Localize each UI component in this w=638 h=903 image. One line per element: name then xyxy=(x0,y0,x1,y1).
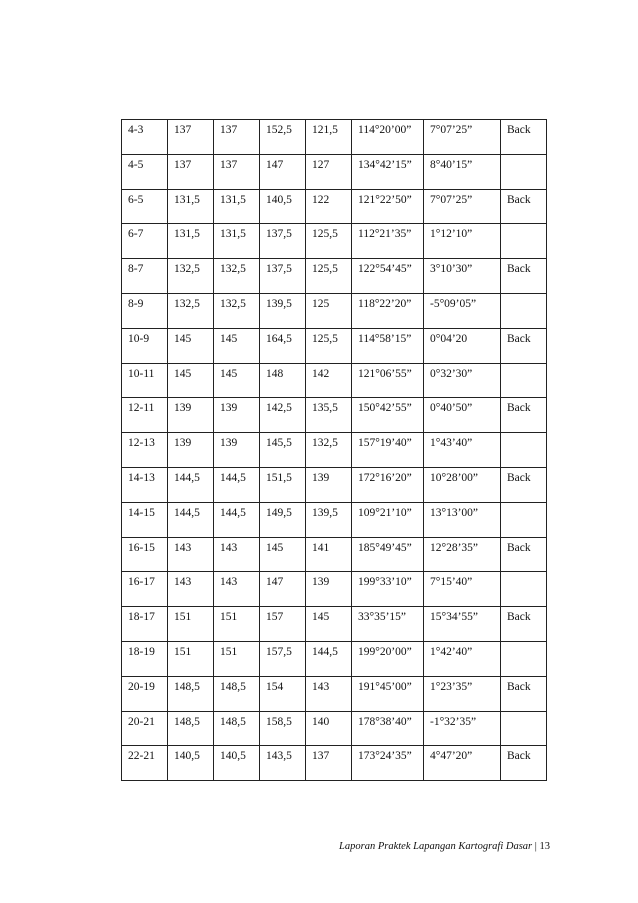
horizontal-angle-cell: 178°38’40” xyxy=(352,711,424,746)
table-row xyxy=(122,467,547,502)
station-cell: 18-19 xyxy=(122,641,168,676)
col5-cell: 135,5 xyxy=(306,398,352,433)
table-row xyxy=(122,641,547,676)
station-cell: 14-13 xyxy=(122,467,168,502)
col2-cell: 148,5 xyxy=(168,711,214,746)
table-row xyxy=(122,154,547,189)
col2-cell: 143 xyxy=(168,572,214,607)
col4-cell: 164,5 xyxy=(260,328,306,363)
col5-cell: 132,5 xyxy=(306,433,352,468)
table-row xyxy=(122,537,547,572)
col5-cell: 142 xyxy=(306,363,352,398)
col5-cell: 144,5 xyxy=(306,641,352,676)
note-cell: Back xyxy=(501,467,547,502)
station-cell: 22-21 xyxy=(122,746,168,781)
horizontal-angle-cell: 121°06’55” xyxy=(352,363,424,398)
station-cell: 6-5 xyxy=(122,189,168,224)
table-row xyxy=(122,398,547,433)
note-cell: Back xyxy=(501,398,547,433)
col4-cell: 143,5 xyxy=(260,746,306,781)
table-row xyxy=(122,572,547,607)
note-cell xyxy=(501,433,547,468)
note-cell: Back xyxy=(501,537,547,572)
col3-cell: 145 xyxy=(214,328,260,363)
station-cell: 8-7 xyxy=(122,259,168,294)
col2-cell: 140,5 xyxy=(168,746,214,781)
horizontal-angle-cell: 118°22’20” xyxy=(352,293,424,328)
col4-cell: 157,5 xyxy=(260,641,306,676)
col4-cell: 151,5 xyxy=(260,467,306,502)
vertical-angle-cell: 4°47’20” xyxy=(424,746,501,781)
col3-cell: 151 xyxy=(214,641,260,676)
col2-cell: 145 xyxy=(168,363,214,398)
col2-cell: 137 xyxy=(168,120,214,155)
table-row xyxy=(122,502,547,537)
note-cell xyxy=(501,224,547,259)
note-cell: Back xyxy=(501,189,547,224)
horizontal-angle-cell: 33°35’15” xyxy=(352,607,424,642)
col4-cell: 148 xyxy=(260,363,306,398)
col4-cell: 142,5 xyxy=(260,398,306,433)
col5-cell: 145 xyxy=(306,607,352,642)
col5-cell: 137 xyxy=(306,746,352,781)
vertical-angle-cell: 0°04’20 xyxy=(424,328,501,363)
col4-cell: 140,5 xyxy=(260,189,306,224)
table-row xyxy=(122,189,547,224)
station-cell: 6-7 xyxy=(122,224,168,259)
station-cell: 20-21 xyxy=(122,711,168,746)
note-cell: Back xyxy=(501,120,547,155)
page-footer xyxy=(339,841,550,852)
col3-cell: 139 xyxy=(214,398,260,433)
vertical-angle-cell: 1°43’40” xyxy=(424,433,501,468)
col3-cell: 145 xyxy=(214,363,260,398)
station-cell: 14-15 xyxy=(122,502,168,537)
col2-cell: 132,5 xyxy=(168,293,214,328)
col3-cell: 131,5 xyxy=(214,224,260,259)
station-cell: 20-19 xyxy=(122,676,168,711)
station-cell: 16-17 xyxy=(122,572,168,607)
horizontal-angle-cell: 114°20’00” xyxy=(352,120,424,155)
col3-cell: 132,5 xyxy=(214,259,260,294)
note-cell xyxy=(501,711,547,746)
table-row xyxy=(122,433,547,468)
station-cell: 12-13 xyxy=(122,433,168,468)
table-body xyxy=(122,120,547,781)
note-cell: Back xyxy=(501,328,547,363)
col5-cell: 122 xyxy=(306,189,352,224)
col3-cell: 139 xyxy=(214,433,260,468)
note-cell: Back xyxy=(501,607,547,642)
horizontal-angle-cell: 112°21’35” xyxy=(352,224,424,259)
col5-cell: 139 xyxy=(306,467,352,502)
col4-cell: 147 xyxy=(260,154,306,189)
col5-cell: 125 xyxy=(306,293,352,328)
col3-cell: 144,5 xyxy=(214,502,260,537)
col4-cell: 149,5 xyxy=(260,502,306,537)
col2-cell: 132,5 xyxy=(168,259,214,294)
horizontal-angle-cell: 150°42’55” xyxy=(352,398,424,433)
col5-cell: 143 xyxy=(306,676,352,711)
note-cell xyxy=(501,572,547,607)
horizontal-angle-cell: 172°16’20” xyxy=(352,467,424,502)
col4-cell: 152,5 xyxy=(260,120,306,155)
col5-cell: 141 xyxy=(306,537,352,572)
col2-cell: 145 xyxy=(168,328,214,363)
station-cell: 8-9 xyxy=(122,293,168,328)
table-row xyxy=(122,746,547,781)
note-cell xyxy=(501,363,547,398)
col2-cell: 151 xyxy=(168,641,214,676)
col2-cell: 144,5 xyxy=(168,467,214,502)
col3-cell: 137 xyxy=(214,120,260,155)
col4-cell: 154 xyxy=(260,676,306,711)
col3-cell: 131,5 xyxy=(214,189,260,224)
vertical-angle-cell: 12°28’35” xyxy=(424,537,501,572)
table-row xyxy=(122,676,547,711)
vertical-angle-cell: -5°09’05” xyxy=(424,293,501,328)
col4-cell: 139,5 xyxy=(260,293,306,328)
horizontal-angle-cell: 134°42’15” xyxy=(352,154,424,189)
col5-cell: 125,5 xyxy=(306,259,352,294)
col4-cell: 145 xyxy=(260,537,306,572)
vertical-angle-cell: 7°15’40” xyxy=(424,572,501,607)
vertical-angle-cell: 3°10’30” xyxy=(424,259,501,294)
horizontal-angle-cell: 191°45’00” xyxy=(352,676,424,711)
col2-cell: 131,5 xyxy=(168,224,214,259)
col5-cell: 139 xyxy=(306,572,352,607)
note-cell: Back xyxy=(501,676,547,711)
col5-cell: 139,5 xyxy=(306,502,352,537)
station-cell: 16-15 xyxy=(122,537,168,572)
col5-cell: 125,5 xyxy=(306,328,352,363)
col4-cell: 158,5 xyxy=(260,711,306,746)
col2-cell: 148,5 xyxy=(168,676,214,711)
note-cell xyxy=(501,502,547,537)
col3-cell: 140,5 xyxy=(214,746,260,781)
col3-cell: 148,5 xyxy=(214,676,260,711)
horizontal-angle-cell: 185°49’45” xyxy=(352,537,424,572)
vertical-angle-cell: 7°07’25” xyxy=(424,189,501,224)
table-row xyxy=(122,328,547,363)
col2-cell: 131,5 xyxy=(168,189,214,224)
col5-cell: 127 xyxy=(306,154,352,189)
horizontal-angle-cell: 122°54’45” xyxy=(352,259,424,294)
col2-cell: 137 xyxy=(168,154,214,189)
note-cell xyxy=(501,641,547,676)
col4-cell: 147 xyxy=(260,572,306,607)
vertical-angle-cell: 8°40’15” xyxy=(424,154,501,189)
col4-cell: 137,5 xyxy=(260,259,306,294)
vertical-angle-cell: -1°32’35” xyxy=(424,711,501,746)
col5-cell: 121,5 xyxy=(306,120,352,155)
table-row xyxy=(122,293,547,328)
col2-cell: 143 xyxy=(168,537,214,572)
col2-cell: 151 xyxy=(168,607,214,642)
note-cell xyxy=(501,154,547,189)
station-cell: 10-9 xyxy=(122,328,168,363)
station-cell: 12-11 xyxy=(122,398,168,433)
vertical-angle-cell: 13°13’00” xyxy=(424,502,501,537)
vertical-angle-cell: 0°40’50” xyxy=(424,398,501,433)
col2-cell: 144,5 xyxy=(168,502,214,537)
col4-cell: 137,5 xyxy=(260,224,306,259)
station-cell: 4-3 xyxy=(122,120,168,155)
page-number: 13 xyxy=(539,841,550,852)
horizontal-angle-cell: 109°21’10” xyxy=(352,502,424,537)
col3-cell: 144,5 xyxy=(214,467,260,502)
table-row xyxy=(122,120,547,155)
col5-cell: 125,5 xyxy=(306,224,352,259)
station-cell: 18-17 xyxy=(122,607,168,642)
footer-title: Laporan Praktek Lapangan Kartografi Dasar xyxy=(339,841,533,852)
col2-cell: 139 xyxy=(168,433,214,468)
col2-cell: 139 xyxy=(168,398,214,433)
col3-cell: 143 xyxy=(214,572,260,607)
col3-cell: 132,5 xyxy=(214,293,260,328)
measurement-table xyxy=(121,119,547,781)
vertical-angle-cell: 0°32’30” xyxy=(424,363,501,398)
horizontal-angle-cell: 121°22’50” xyxy=(352,189,424,224)
col5-cell: 140 xyxy=(306,711,352,746)
col3-cell: 148,5 xyxy=(214,711,260,746)
note-cell: Back xyxy=(501,259,547,294)
horizontal-angle-cell: 199°33’10” xyxy=(352,572,424,607)
col3-cell: 143 xyxy=(214,537,260,572)
vertical-angle-cell: 1°23’35” xyxy=(424,676,501,711)
horizontal-angle-cell: 157°19’40” xyxy=(352,433,424,468)
horizontal-angle-cell: 173°24’35” xyxy=(352,746,424,781)
table-row xyxy=(122,363,547,398)
station-cell: 10-11 xyxy=(122,363,168,398)
col3-cell: 151 xyxy=(214,607,260,642)
station-cell: 4-5 xyxy=(122,154,168,189)
note-cell: Back xyxy=(501,746,547,781)
note-cell xyxy=(501,293,547,328)
table-row xyxy=(122,711,547,746)
horizontal-angle-cell: 199°20’00” xyxy=(352,641,424,676)
vertical-angle-cell: 10°28’00” xyxy=(424,467,501,502)
vertical-angle-cell: 7°07’25” xyxy=(424,120,501,155)
col4-cell: 145,5 xyxy=(260,433,306,468)
table-row xyxy=(122,607,547,642)
vertical-angle-cell: 1°12’10” xyxy=(424,224,501,259)
col3-cell: 137 xyxy=(214,154,260,189)
table-row xyxy=(122,224,547,259)
table-row xyxy=(122,259,547,294)
col4-cell: 157 xyxy=(260,607,306,642)
footer-separator: | xyxy=(534,841,537,852)
horizontal-angle-cell: 114°58’15” xyxy=(352,328,424,363)
vertical-angle-cell: 1°42’40” xyxy=(424,641,501,676)
vertical-angle-cell: 15°34’55” xyxy=(424,607,501,642)
